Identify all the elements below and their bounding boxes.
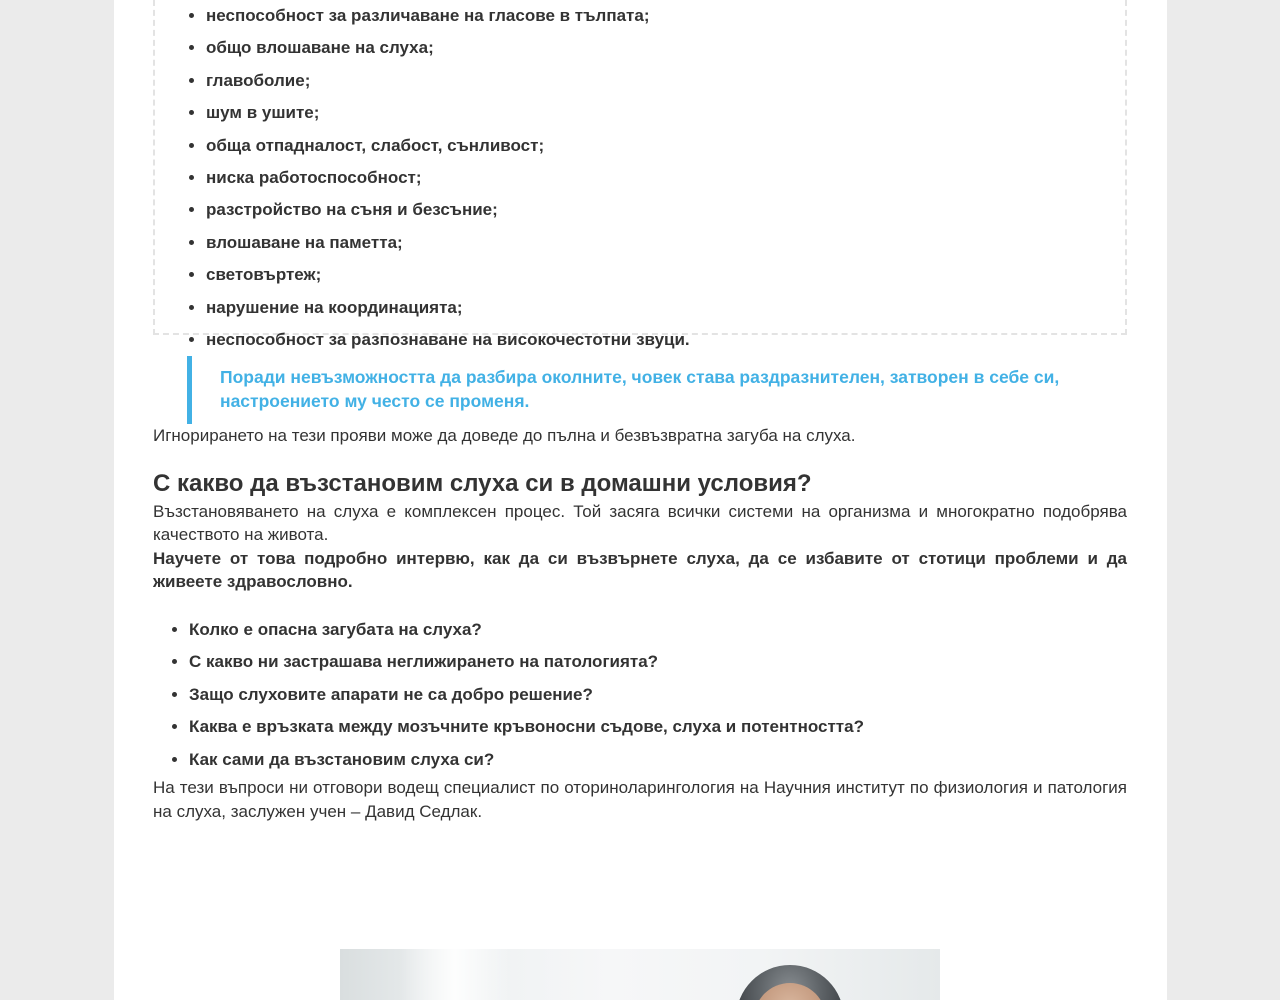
symptoms-list (155, 0, 1125, 356)
question-item: • Как сами да възстановим слуха си? (189, 744, 1127, 777)
symptom-item: • общо влошаване на слуха; (206, 32, 1125, 64)
questions-list (153, 614, 1127, 777)
question-item: • Колко е опасна загубата на слуха? (189, 614, 1127, 647)
symptom-item: • главоболие; (206, 65, 1125, 97)
symptom-item: • шум в ушите; (206, 97, 1125, 129)
article-content (153, 0, 1127, 823)
paragraph-interview: Научете от това подробно интервю, как да си възвърнете слуха, да се избавите от стотици проблеми и да живеете здравословно. (153, 548, 1127, 591)
question-item: • С какво ни застрашава неглижирането на патологията? (189, 646, 1127, 679)
symptom-item: • обща отпадналост, слабост, сънливост; (206, 130, 1125, 162)
symptoms-box (153, 0, 1127, 350)
blockquote-text: Поради невъзможността да разбира околните, човек става раздразнителен, затворен в себе си, настроението му често се променя. (220, 367, 1060, 411)
symptom-item: • неспособност за различаване на гласове в тълпата; (206, 0, 1125, 32)
paragraph-ignore: Игнорирането на тези прояви може да доведе до пълна и безвъзвратна загуба на слуха. (153, 426, 856, 445)
paragraph-specialist: На тези въпроси ни отговори водещ специалист по оториноларингология на Научния институт по физиология и патология на слуха, заслужен учен – Давид Седлак. (153, 778, 1127, 821)
article-page (114, 0, 1167, 1000)
symptom-item: • разстройство на съня и безсъние; (206, 194, 1125, 226)
symptom-item: • ниска работоспособност; (206, 162, 1125, 194)
blockquote (187, 356, 1127, 424)
section-heading: С какво да възстановим слуха си в домашни условия? (153, 469, 812, 497)
symptom-item: • нарушение на координацията; (206, 292, 1125, 324)
symptom-item: • влошаване на паметта; (206, 227, 1125, 259)
question-item: • Каква е връзката между мозъчните кръвоносни съдове, слуха и потентността? (189, 711, 1127, 744)
doctor-photo (340, 949, 940, 1000)
paragraph-recovery: Възстановяването на слуха е комплексен процес. Той засяга всички системи на организма и многократно подобрява качеството на живота. (153, 501, 1127, 544)
symptom-item: • неспособност за разпознаване на високочестотни звуци. (206, 324, 1125, 356)
symptom-item: • световъртеж; (206, 259, 1125, 291)
question-item: • Защо слуховите апарати не са добро решение? (189, 679, 1127, 712)
photo-background-light (400, 949, 510, 1000)
